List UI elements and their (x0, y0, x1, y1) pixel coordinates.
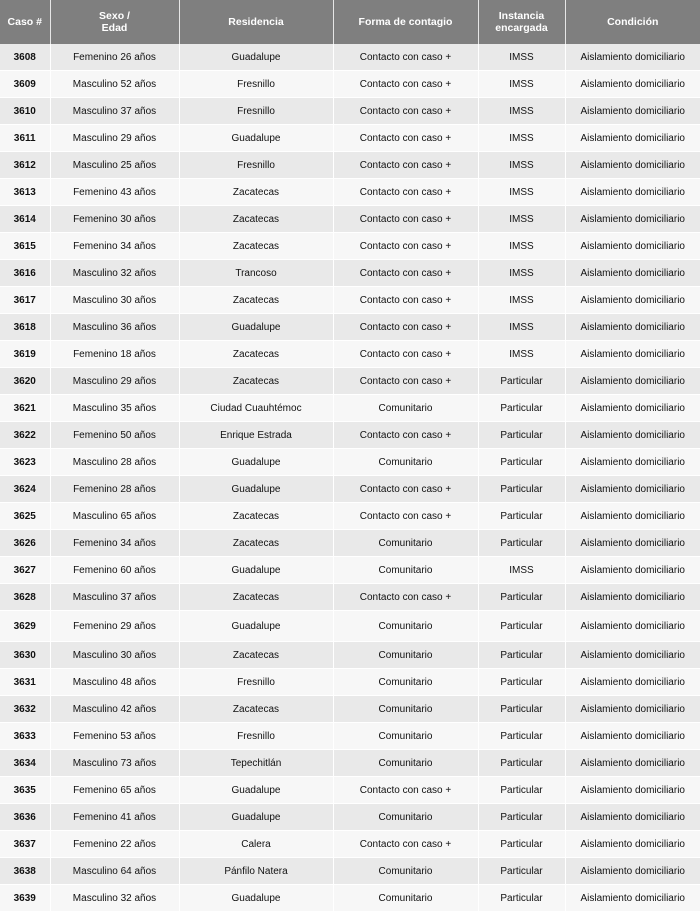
cell-caso: 3627 (0, 557, 50, 584)
cell-residencia: Ciudad Cuauhtémoc (179, 395, 333, 422)
cell-caso: 3634 (0, 750, 50, 777)
cell-residencia: Guadalupe (179, 449, 333, 476)
cell-condicion: Aislamiento domiciliario (565, 233, 700, 260)
cell-sexo-edad: Masculino 64 años (50, 858, 179, 885)
cell-sexo-edad: Femenino 53 años (50, 723, 179, 750)
cell-sexo-edad: Masculino 28 años (50, 449, 179, 476)
cell-instancia: Particular (478, 858, 565, 885)
cell-forma-contagio: Contacto con caso + (333, 287, 478, 314)
header-condicion: Condición (565, 0, 700, 44)
cell-forma-contagio: Contacto con caso + (333, 341, 478, 368)
header-instancia-line1: Instancia (498, 10, 545, 22)
cell-sexo-edad: Femenino 41 años (50, 804, 179, 831)
table-row (0, 611, 700, 642)
cell-condicion: Aislamiento domiciliario (565, 206, 700, 233)
cell-residencia: Guadalupe (179, 557, 333, 584)
cell-forma-contagio: Comunitario (333, 750, 478, 777)
table-row (0, 368, 700, 395)
cell-instancia: Particular (478, 669, 565, 696)
cell-sexo-edad: Masculino 36 años (50, 314, 179, 341)
header-sexo-line1: Sexo / (99, 10, 130, 22)
cell-caso: 3619 (0, 341, 50, 368)
cell-forma-contagio: Contacto con caso + (333, 260, 478, 287)
cell-forma-contagio: Comunitario (333, 804, 478, 831)
cell-instancia: Particular (478, 368, 565, 395)
cell-condicion: Aislamiento domiciliario (565, 44, 700, 71)
cell-instancia: IMSS (478, 314, 565, 341)
cell-condicion: Aislamiento domiciliario (565, 611, 700, 642)
cell-residencia: Zacatecas (179, 368, 333, 395)
cell-condicion: Aislamiento domiciliario (565, 669, 700, 696)
cell-forma-contagio: Contacto con caso + (333, 44, 478, 71)
cell-residencia: Calera (179, 831, 333, 858)
table-row (0, 179, 700, 206)
cell-caso: 3609 (0, 71, 50, 98)
cell-caso: 3617 (0, 287, 50, 314)
cell-condicion: Aislamiento domiciliario (565, 179, 700, 206)
cell-forma-contagio: Comunitario (333, 395, 478, 422)
table-row (0, 44, 700, 71)
cell-forma-contagio: Contacto con caso + (333, 777, 478, 804)
cell-sexo-edad: Femenino 29 años (50, 611, 179, 642)
cell-condicion: Aislamiento domiciliario (565, 777, 700, 804)
table-row (0, 314, 700, 341)
cell-condicion: Aislamiento domiciliario (565, 395, 700, 422)
cell-instancia: IMSS (478, 179, 565, 206)
cell-forma-contagio: Comunitario (333, 669, 478, 696)
cell-residencia: Zacatecas (179, 503, 333, 530)
cell-caso: 3610 (0, 98, 50, 125)
cell-sexo-edad: Masculino 73 años (50, 750, 179, 777)
cell-forma-contagio: Comunitario (333, 642, 478, 669)
cell-caso: 3611 (0, 125, 50, 152)
cell-residencia: Pánfilo Natera (179, 858, 333, 885)
table-row (0, 341, 700, 368)
cell-forma-contagio: Contacto con caso + (333, 422, 478, 449)
cell-sexo-edad: Masculino 48 años (50, 669, 179, 696)
cell-instancia: IMSS (478, 260, 565, 287)
cell-sexo-edad: Masculino 30 años (50, 287, 179, 314)
table-row (0, 422, 700, 449)
table-row (0, 98, 700, 125)
table-row (0, 206, 700, 233)
cell-instancia: Particular (478, 584, 565, 611)
cell-residencia: Tepechitlán (179, 750, 333, 777)
cell-condicion: Aislamiento domiciliario (565, 152, 700, 179)
cell-caso: 3637 (0, 831, 50, 858)
table-row (0, 476, 700, 503)
cell-forma-contagio: Contacto con caso + (333, 233, 478, 260)
cell-sexo-edad: Femenino 26 años (50, 44, 179, 71)
cell-caso: 3614 (0, 206, 50, 233)
cell-residencia: Fresnillo (179, 152, 333, 179)
cell-residencia: Guadalupe (179, 777, 333, 804)
table-row (0, 71, 700, 98)
cell-condicion: Aislamiento domiciliario (565, 804, 700, 831)
cell-residencia: Zacatecas (179, 642, 333, 669)
table-row (0, 395, 700, 422)
cell-sexo-edad: Masculino 25 años (50, 152, 179, 179)
cell-sexo-edad: Masculino 35 años (50, 395, 179, 422)
cell-instancia: IMSS (478, 44, 565, 71)
cell-forma-contagio: Comunitario (333, 696, 478, 723)
cell-instancia: Particular (478, 777, 565, 804)
cell-caso: 3621 (0, 395, 50, 422)
cell-residencia: Zacatecas (179, 341, 333, 368)
cell-forma-contagio: Contacto con caso + (333, 831, 478, 858)
table-row (0, 125, 700, 152)
cell-forma-contagio: Contacto con caso + (333, 206, 478, 233)
cell-sexo-edad: Masculino 42 años (50, 696, 179, 723)
cell-forma-contagio: Comunitario (333, 858, 478, 885)
table-row (0, 696, 700, 723)
cell-residencia: Guadalupe (179, 476, 333, 503)
cell-caso: 3608 (0, 44, 50, 71)
table-row (0, 287, 700, 314)
cell-condicion: Aislamiento domiciliario (565, 723, 700, 750)
table-header (0, 0, 700, 44)
cell-caso: 3626 (0, 530, 50, 557)
cell-condicion: Aislamiento domiciliario (565, 696, 700, 723)
cell-forma-contagio: Contacto con caso + (333, 476, 478, 503)
cell-instancia: Particular (478, 804, 565, 831)
cell-residencia: Enrique Estrada (179, 422, 333, 449)
cell-condicion: Aislamiento domiciliario (565, 449, 700, 476)
cell-condicion: Aislamiento domiciliario (565, 642, 700, 669)
cell-sexo-edad: Masculino 32 años (50, 885, 179, 912)
cell-sexo-edad: Femenino 60 años (50, 557, 179, 584)
table-row (0, 449, 700, 476)
cell-caso: 3616 (0, 260, 50, 287)
cell-forma-contagio: Comunitario (333, 530, 478, 557)
cell-residencia: Zacatecas (179, 584, 333, 611)
cell-residencia: Guadalupe (179, 804, 333, 831)
cell-sexo-edad: Femenino 34 años (50, 233, 179, 260)
header-row (0, 0, 700, 44)
cell-instancia: Particular (478, 530, 565, 557)
cell-caso: 3622 (0, 422, 50, 449)
cell-caso: 3623 (0, 449, 50, 476)
cell-residencia: Trancoso (179, 260, 333, 287)
table-row (0, 260, 700, 287)
cell-instancia: IMSS (478, 287, 565, 314)
cell-instancia: IMSS (478, 125, 565, 152)
table-row (0, 777, 700, 804)
cell-instancia: Particular (478, 885, 565, 912)
cell-condicion: Aislamiento domiciliario (565, 71, 700, 98)
cell-instancia: Particular (478, 696, 565, 723)
cell-instancia: Particular (478, 611, 565, 642)
header-forma-contagio: Forma de contagio (333, 0, 478, 44)
cell-residencia: Zacatecas (179, 179, 333, 206)
header-residencia: Residencia (179, 0, 333, 44)
cell-instancia: Particular (478, 422, 565, 449)
cell-instancia: IMSS (478, 341, 565, 368)
cell-instancia: Particular (478, 642, 565, 669)
cell-residencia: Zacatecas (179, 233, 333, 260)
cell-caso: 3638 (0, 858, 50, 885)
cell-residencia: Zacatecas (179, 287, 333, 314)
header-caso: Caso # (0, 0, 50, 44)
cell-forma-contagio: Comunitario (333, 611, 478, 642)
cell-condicion: Aislamiento domiciliario (565, 260, 700, 287)
cell-sexo-edad: Femenino 50 años (50, 422, 179, 449)
cell-residencia: Fresnillo (179, 71, 333, 98)
cell-condicion: Aislamiento domiciliario (565, 503, 700, 530)
cell-residencia: Guadalupe (179, 885, 333, 912)
cell-instancia: Particular (478, 723, 565, 750)
cell-sexo-edad: Masculino 29 años (50, 125, 179, 152)
cell-condicion: Aislamiento domiciliario (565, 858, 700, 885)
cell-caso: 3631 (0, 669, 50, 696)
cell-caso: 3615 (0, 233, 50, 260)
table-row (0, 530, 700, 557)
cell-instancia: IMSS (478, 98, 565, 125)
header-instancia-line2: encargada (495, 22, 548, 34)
cell-residencia: Fresnillo (179, 723, 333, 750)
cell-caso: 3618 (0, 314, 50, 341)
cell-instancia: Particular (478, 449, 565, 476)
table-row (0, 642, 700, 669)
cell-instancia: IMSS (478, 206, 565, 233)
cell-residencia: Guadalupe (179, 125, 333, 152)
cell-condicion: Aislamiento domiciliario (565, 831, 700, 858)
cell-caso: 3639 (0, 885, 50, 912)
cell-sexo-edad: Masculino 32 años (50, 260, 179, 287)
cell-instancia: IMSS (478, 152, 565, 179)
cell-instancia: Particular (478, 750, 565, 777)
cell-caso: 3636 (0, 804, 50, 831)
cell-forma-contagio: Contacto con caso + (333, 125, 478, 152)
cell-condicion: Aislamiento domiciliario (565, 125, 700, 152)
cell-sexo-edad: Femenino 30 años (50, 206, 179, 233)
cell-residencia: Zacatecas (179, 206, 333, 233)
cell-forma-contagio: Contacto con caso + (333, 503, 478, 530)
cell-caso: 3635 (0, 777, 50, 804)
table-row (0, 831, 700, 858)
cell-caso: 3625 (0, 503, 50, 530)
cell-condicion: Aislamiento domiciliario (565, 557, 700, 584)
table-row (0, 858, 700, 885)
table-row (0, 723, 700, 750)
table-row (0, 669, 700, 696)
cell-forma-contagio: Comunitario (333, 723, 478, 750)
cell-residencia: Fresnillo (179, 98, 333, 125)
cell-caso: 3633 (0, 723, 50, 750)
cell-sexo-edad: Femenino 43 años (50, 179, 179, 206)
cell-residencia: Guadalupe (179, 314, 333, 341)
cell-residencia: Zacatecas (179, 696, 333, 723)
cell-caso: 3628 (0, 584, 50, 611)
cell-forma-contagio: Contacto con caso + (333, 584, 478, 611)
table-row (0, 557, 700, 584)
cell-caso: 3612 (0, 152, 50, 179)
cell-caso: 3632 (0, 696, 50, 723)
cell-condicion: Aislamiento domiciliario (565, 314, 700, 341)
cell-caso: 3613 (0, 179, 50, 206)
cell-condicion: Aislamiento domiciliario (565, 584, 700, 611)
cell-caso: 3630 (0, 642, 50, 669)
cell-forma-contagio: Contacto con caso + (333, 71, 478, 98)
cell-condicion: Aislamiento domiciliario (565, 341, 700, 368)
cell-residencia: Fresnillo (179, 669, 333, 696)
table-body (0, 44, 700, 912)
cell-condicion: Aislamiento domiciliario (565, 750, 700, 777)
cell-condicion: Aislamiento domiciliario (565, 98, 700, 125)
cell-caso: 3629 (0, 611, 50, 642)
table-row (0, 233, 700, 260)
cell-condicion: Aislamiento domiciliario (565, 476, 700, 503)
table-row (0, 584, 700, 611)
header-sexo-line2: Edad (101, 22, 128, 34)
header-instancia (478, 0, 565, 44)
cell-condicion: Aislamiento domiciliario (565, 368, 700, 395)
cell-forma-contagio: Contacto con caso + (333, 179, 478, 206)
cell-instancia: Particular (478, 395, 565, 422)
table-row (0, 804, 700, 831)
cell-condicion: Aislamiento domiciliario (565, 287, 700, 314)
cell-instancia: Particular (478, 831, 565, 858)
cell-forma-contagio: Comunitario (333, 885, 478, 912)
cell-instancia: IMSS (478, 233, 565, 260)
cell-forma-contagio: Contacto con caso + (333, 152, 478, 179)
cell-forma-contagio: Contacto con caso + (333, 98, 478, 125)
table-row (0, 885, 700, 912)
cell-sexo-edad: Femenino 34 años (50, 530, 179, 557)
cell-forma-contagio: Comunitario (333, 557, 478, 584)
cell-sexo-edad: Masculino 52 años (50, 71, 179, 98)
cell-instancia: Particular (478, 476, 565, 503)
table-row (0, 152, 700, 179)
cell-forma-contagio: Contacto con caso + (333, 314, 478, 341)
cell-caso: 3620 (0, 368, 50, 395)
cell-sexo-edad: Femenino 65 años (50, 777, 179, 804)
table-row (0, 750, 700, 777)
cell-sexo-edad: Femenino 22 años (50, 831, 179, 858)
cell-sexo-edad: Femenino 18 años (50, 341, 179, 368)
table-row (0, 503, 700, 530)
cell-sexo-edad: Masculino 37 años (50, 98, 179, 125)
cell-caso: 3624 (0, 476, 50, 503)
cell-forma-contagio: Comunitario (333, 449, 478, 476)
cell-condicion: Aislamiento domiciliario (565, 885, 700, 912)
cell-residencia: Guadalupe (179, 611, 333, 642)
cell-instancia: IMSS (478, 71, 565, 98)
cell-sexo-edad: Masculino 37 años (50, 584, 179, 611)
cell-sexo-edad: Femenino 28 años (50, 476, 179, 503)
cell-sexo-edad: Masculino 65 años (50, 503, 179, 530)
cell-instancia: Particular (478, 503, 565, 530)
cell-residencia: Guadalupe (179, 44, 333, 71)
cell-sexo-edad: Masculino 30 años (50, 642, 179, 669)
cell-condicion: Aislamiento domiciliario (565, 422, 700, 449)
cell-forma-contagio: Contacto con caso + (333, 368, 478, 395)
cell-residencia: Zacatecas (179, 530, 333, 557)
cell-condicion: Aislamiento domiciliario (565, 530, 700, 557)
header-sexo-edad (50, 0, 179, 44)
cell-instancia: IMSS (478, 557, 565, 584)
cell-sexo-edad: Masculino 29 años (50, 368, 179, 395)
